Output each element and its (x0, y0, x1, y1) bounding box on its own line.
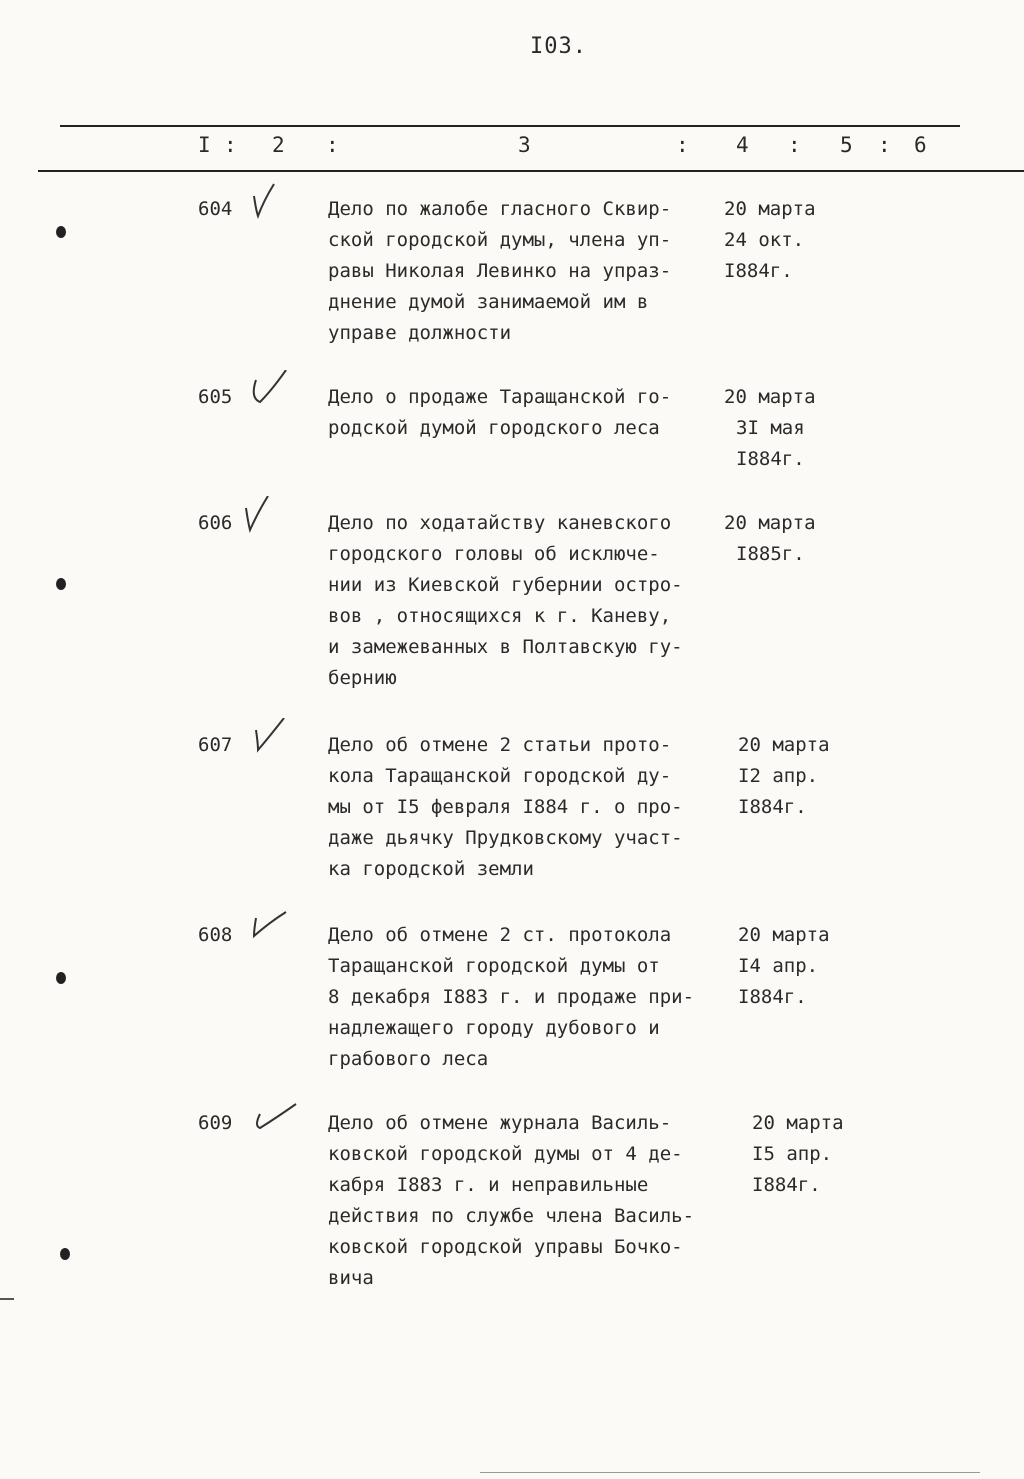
entry-dates (724, 194, 884, 287)
date-line: 20 марта (724, 512, 816, 534)
description-line: городского головы об исключе- (328, 543, 660, 565)
date-line: I4 апр. (738, 955, 819, 977)
description-line: кабря I883 г. и неправильные (328, 1174, 649, 1196)
description-line: действия по службе члена Василь- (328, 1205, 695, 1227)
entry-number: 607 (198, 734, 233, 756)
column-separator: : (676, 133, 689, 157)
binder-hole (56, 226, 66, 238)
entry-description (328, 194, 728, 349)
date-line: I2 апр. (738, 765, 819, 787)
page-edge-line (480, 1472, 980, 1473)
entry-description (328, 920, 728, 1075)
header-top-rule (60, 125, 960, 127)
binder-hole (56, 972, 66, 984)
date-line: 20 марта (724, 198, 816, 220)
checkmark-icon (252, 1096, 298, 1136)
column-separator: : (326, 133, 339, 157)
date-line: I5 апр. (752, 1143, 833, 1165)
description-line: 8 декабря I883 г. и продаже при- (328, 986, 695, 1008)
column-separator: : (878, 133, 891, 157)
date-line: 3I мая (736, 417, 805, 439)
description-line: ковской городской думы от 4 де- (328, 1143, 683, 1165)
description-line: вича (328, 1267, 374, 1289)
entry-number: 605 (198, 386, 233, 408)
date-line: I885г. (736, 543, 805, 565)
column-header-2: 2 (272, 133, 285, 157)
description-line: вов , относящихся к г. Каневу, (328, 605, 672, 627)
entry-number: 606 (198, 512, 233, 534)
date-line: I884г. (736, 448, 805, 470)
entry-number: 608 (198, 924, 233, 946)
date-line: 20 марта (738, 924, 830, 946)
header-bottom-rule (38, 170, 1024, 172)
checkmark-icon (238, 496, 284, 536)
column-header-1: I (198, 133, 211, 157)
date-line: I884г. (752, 1174, 821, 1196)
entry-dates (724, 508, 884, 570)
description-line: равы Николая Левинко на упраз- (328, 260, 672, 282)
date-line: 20 марта (738, 734, 830, 756)
margin-mark (0, 1298, 14, 1300)
column-separator: : (224, 133, 237, 157)
checkmark-icon (246, 718, 292, 758)
entry-number: 604 (198, 198, 233, 220)
checkmark-icon (246, 370, 292, 410)
entry-description (328, 508, 728, 694)
column-header-4: 4 (736, 133, 749, 157)
description-line: нии из Киевской губернии остро- (328, 574, 683, 596)
description-line: Дело о продаже Таращанской го- (328, 386, 672, 408)
description-line: Дело об отмене 2 ст. протокола (328, 924, 672, 946)
description-line: даже дьячку Прудковскому участ- (328, 827, 683, 849)
description-line: кола Таращанской городской ду- (328, 765, 672, 787)
date-line: 20 марта (752, 1112, 844, 1134)
entry-dates (752, 1108, 912, 1201)
description-line: управе должности (328, 322, 512, 344)
column-header-5: 5 (840, 133, 853, 157)
description-line: днение думой занимаемой им в (328, 291, 649, 313)
column-header-6: 6 (914, 133, 927, 157)
column-separator: : (788, 133, 801, 157)
description-line: и замежеванных в Полтавскую гу- (328, 636, 683, 658)
description-line: мы от I5 февраля I884 г. о про- (328, 796, 683, 818)
date-line: I884г. (738, 986, 807, 1008)
description-line: ка городской земли (328, 858, 534, 880)
binder-hole (60, 1248, 70, 1260)
description-line: родской думой городского леса (328, 417, 660, 439)
description-line: ковской городской управы Бочко- (328, 1236, 683, 1258)
entry-dates (738, 920, 898, 1013)
entry-number: 609 (198, 1112, 233, 1134)
description-line: ской городской думы, члена уп- (328, 229, 672, 251)
binder-hole (56, 578, 66, 590)
checkmark-icon (246, 182, 292, 222)
entry-dates (724, 382, 884, 475)
description-line: Дело по ходатайству каневского (328, 512, 672, 534)
date-line: I884г. (738, 796, 807, 818)
date-line: I884г. (724, 260, 793, 282)
entry-dates (738, 730, 898, 823)
date-line: 24 окт. (724, 229, 805, 251)
description-line: Дело об отмене журнала Василь- (328, 1112, 672, 1134)
description-line: Дело об отмене 2 статьи прото- (328, 734, 672, 756)
checkmark-icon (246, 908, 292, 948)
description-line: Дело по жалобе гласного Сквир- (328, 198, 672, 220)
description-line: грабового леса (328, 1048, 489, 1070)
date-line: 20 марта (724, 386, 816, 408)
description-line: Таращанской городской думы от (328, 955, 660, 977)
entry-description (328, 1108, 728, 1294)
entry-description (328, 730, 728, 885)
page-number: I03. (530, 34, 587, 59)
column-header-3: 3 (518, 133, 531, 157)
description-line: надлежащего городу дубового и (328, 1017, 660, 1039)
description-line: бернию (328, 667, 397, 689)
entry-description (328, 382, 728, 444)
